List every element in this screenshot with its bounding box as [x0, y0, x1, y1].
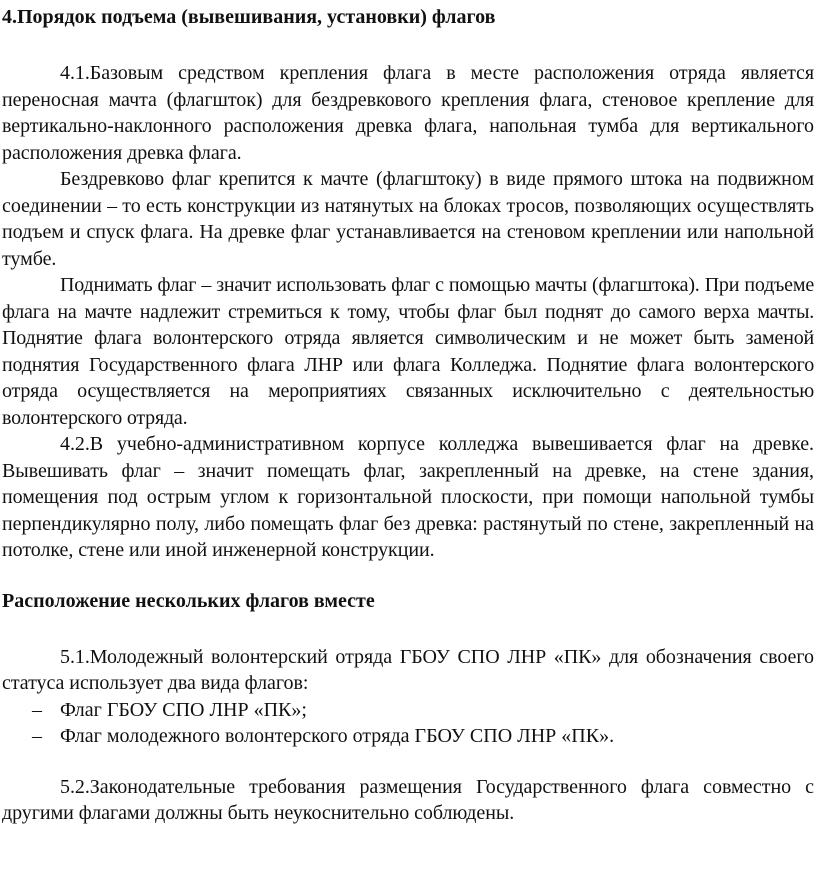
- paragraph-flag-mounting: Бездревково флаг крепится к мачте (флагштоку) в виде прямого штока на подвижном соединении – то есть конструкции из натянутых на блоках тросов, позволяющих осуществлять подъем и спуск флага. На древке флаг устанавливается на стеновом креплении или напольной тумбе.: [2, 168, 814, 270]
- dash-bullet: –: [32, 698, 42, 721]
- paragraph-5-1: 5.1.Молодежный волонтерский отряда ГБОУ СПО ЛНР «ПК» для обозначения своего статуса использует два вида флагов:: [2, 645, 814, 694]
- spacer: [2, 750, 814, 774]
- list-item-text: Флаг ГБОУ СПО ЛНР «ПК»;: [60, 698, 307, 721]
- paragraph-4-2: 4.2.В учебно-административном корпусе колледжа вывешивается флаг на древке. Вывешивать флаг – значит помещать флаг, закрепленный на древке, на стене здания, помещения под острым углом к горизонтальной плоскости, при помощи напольной тумбы перпендикулярно полу, либо помещать флаг без древка: растянутый по стене, закрепленный на потолке, стене или иной инженерной конструкции.: [2, 433, 814, 561]
- dash-bullet: –: [32, 725, 42, 747]
- section-5-heading: Расположение нескольких флагов вместе: [2, 589, 375, 612]
- list-item-text: Флаг молодежного волонтерского отряда ГБОУ СПО ЛНР «ПК».: [60, 725, 615, 747]
- paragraph-4-1: 4.1.Базовым средством крепления флага в месте расположения отряда является переносная мачта (флагшток) для бездревкового крепления флага, стеновое крепление для вертикально-наклонного расположения древка флага, напольная тумба для вертикального расположения древка флага.: [2, 62, 814, 164]
- list-item: [2, 697, 814, 724]
- section-4-heading: 4.Порядок подъема (вывешивания, установки) флагов: [2, 6, 496, 28]
- list-item: [2, 723, 814, 750]
- paragraph-raising-flag: Поднимать флаг – значит использовать флаг с помощью мачты (флагштока). При подъеме флага на мачте надлежит стремиться к тому, чтобы флаг был поднят до самого верха мачты. Поднятие флага волонтерского отряда является символическим и не может быть заменой поднятия Государственного флага ЛНР или флага Колледжа. Поднятие флага волонтерского отряда осуществляется на мероприятиях связанных исключительно с деятельностью волонтерского отряда.: [2, 274, 814, 429]
- flag-types-list: [2, 697, 814, 750]
- paragraph-5-2: 5.2.Законодательные требования размещения Государственного флага совместно с другими флагами должны быть неукоснительно соблюдены.: [2, 775, 814, 824]
